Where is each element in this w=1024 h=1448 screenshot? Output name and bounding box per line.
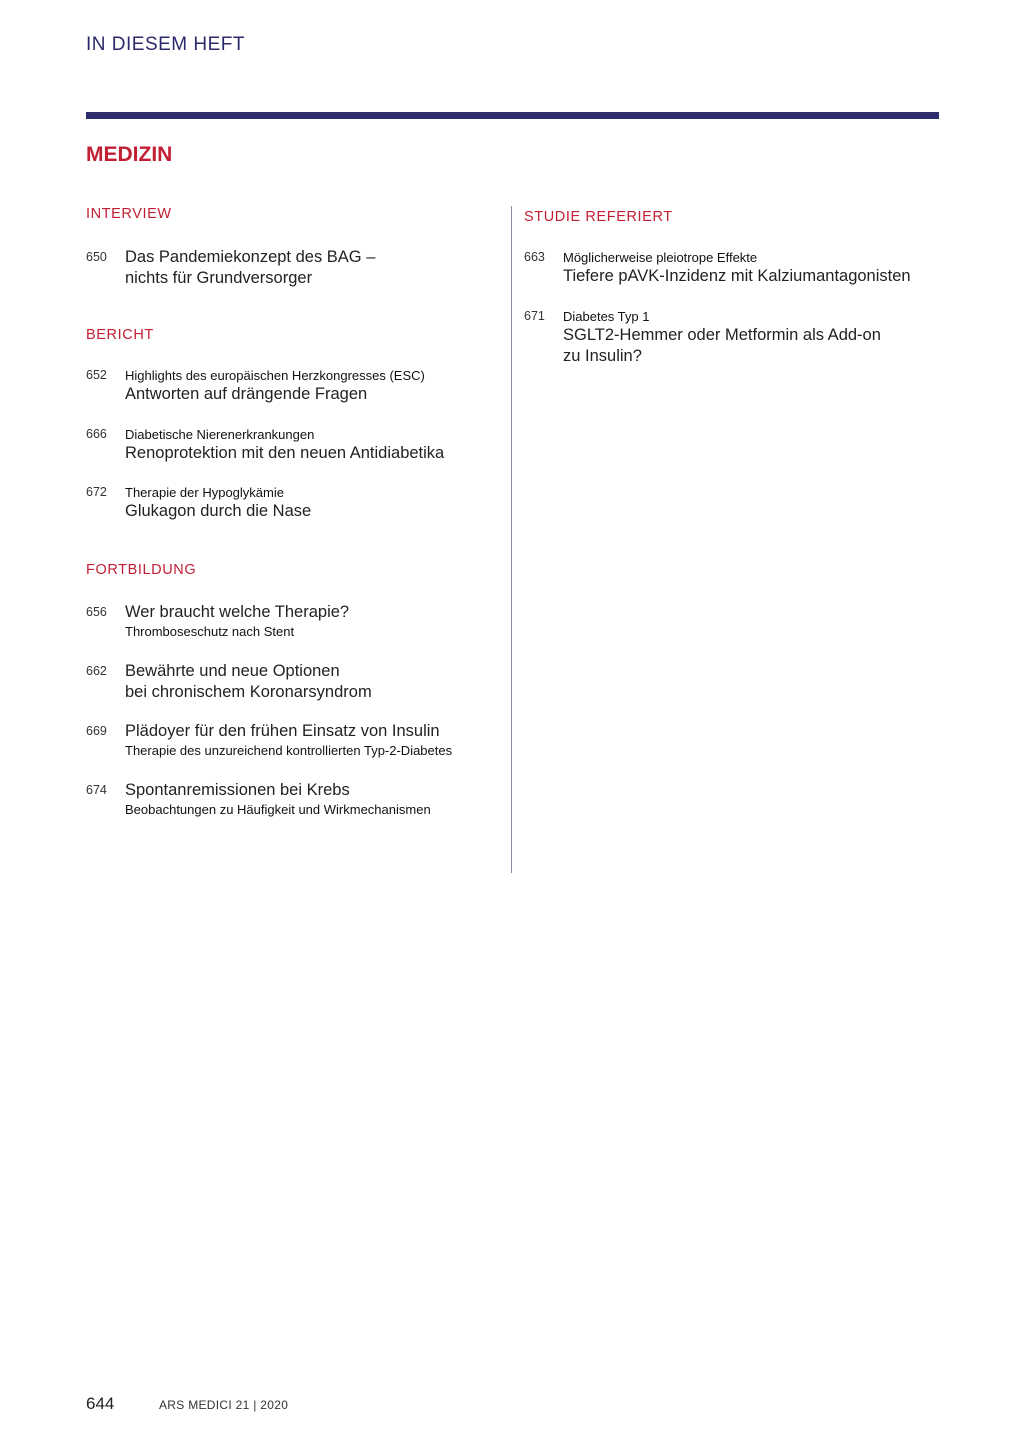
entry-title-line: Bewährte und neue Optionen xyxy=(125,662,340,680)
entry-subtitle: Therapie des unzureichend kontrollierten Typ-2-Diabetes xyxy=(125,743,453,758)
page-number: 663 xyxy=(524,250,545,264)
page-number: 662 xyxy=(86,664,107,678)
entry-title: Glukagon durch die Nase xyxy=(125,502,312,520)
entry-kicker: Möglicherweise pleiotrope Effekte xyxy=(563,250,758,265)
entry-kicker: Diabetische Nierenerkrankungen xyxy=(125,427,315,442)
entry-title-line: bei chronischem Koronarsyndrom xyxy=(125,683,372,701)
entry-title-line: SGLT2-Hemmer oder Metformin als Add-on xyxy=(563,326,881,344)
entry-subtitle: Thromboseschutz nach Stent xyxy=(125,624,295,639)
entry-subtitle: Beobachtungen zu Häufigkeit und Wirkmechanismen xyxy=(125,802,431,817)
entry-title-line: Spontanremissionen bei Krebs xyxy=(125,781,350,799)
category-fortbildung: FORTBILDUNG xyxy=(86,562,197,578)
entry-kicker: Highlights des europäischen Herzkongresses (ESC) xyxy=(125,368,425,383)
column-divider xyxy=(511,206,512,873)
page-number: 669 xyxy=(86,724,107,738)
entry-title-line: zu Insulin? xyxy=(563,347,642,365)
category-bericht: BERICHT xyxy=(86,327,154,343)
entry-title-line: Tiefere pAVK-Inzidenz mit Kalziumantagonisten xyxy=(563,267,911,285)
page-number: 666 xyxy=(86,427,107,441)
page-header-title: IN DIESEM HEFT xyxy=(86,34,246,55)
page-number: 652 xyxy=(86,368,107,382)
page-number: 672 xyxy=(86,485,107,499)
entry-title-line: Das Pandemiekonzept des BAG – xyxy=(125,248,376,266)
entry-title-line: nichts für Grundversorger xyxy=(125,269,313,287)
entry-kicker: Therapie der Hypoglykämie xyxy=(125,485,284,500)
entry-title-line: Wer braucht welche Therapie? xyxy=(125,603,350,621)
footer-journal-issue: ARS MEDICI 21 | 2020 xyxy=(159,1398,289,1412)
entry-title: Renoprotektion mit den neuen Antidiabetika xyxy=(125,444,445,462)
header-rule xyxy=(86,112,939,119)
section-title: MEDIZIN xyxy=(86,143,173,166)
page-number: 656 xyxy=(86,605,107,619)
footer-page-number: 644 xyxy=(86,1394,115,1413)
category-interview: INTERVIEW xyxy=(86,206,172,222)
category-studie-referiert: STUDIE REFERIERT xyxy=(524,209,673,225)
page-number: 671 xyxy=(524,309,545,323)
entry-kicker: Diabetes Typ 1 xyxy=(563,309,650,324)
page-number: 650 xyxy=(86,250,107,264)
entry-title: Antworten auf drängende Fragen xyxy=(125,385,368,403)
entry-title-line: Plädoyer für den frühen Einsatz von Insulin xyxy=(125,722,440,740)
page-number: 674 xyxy=(86,783,107,797)
